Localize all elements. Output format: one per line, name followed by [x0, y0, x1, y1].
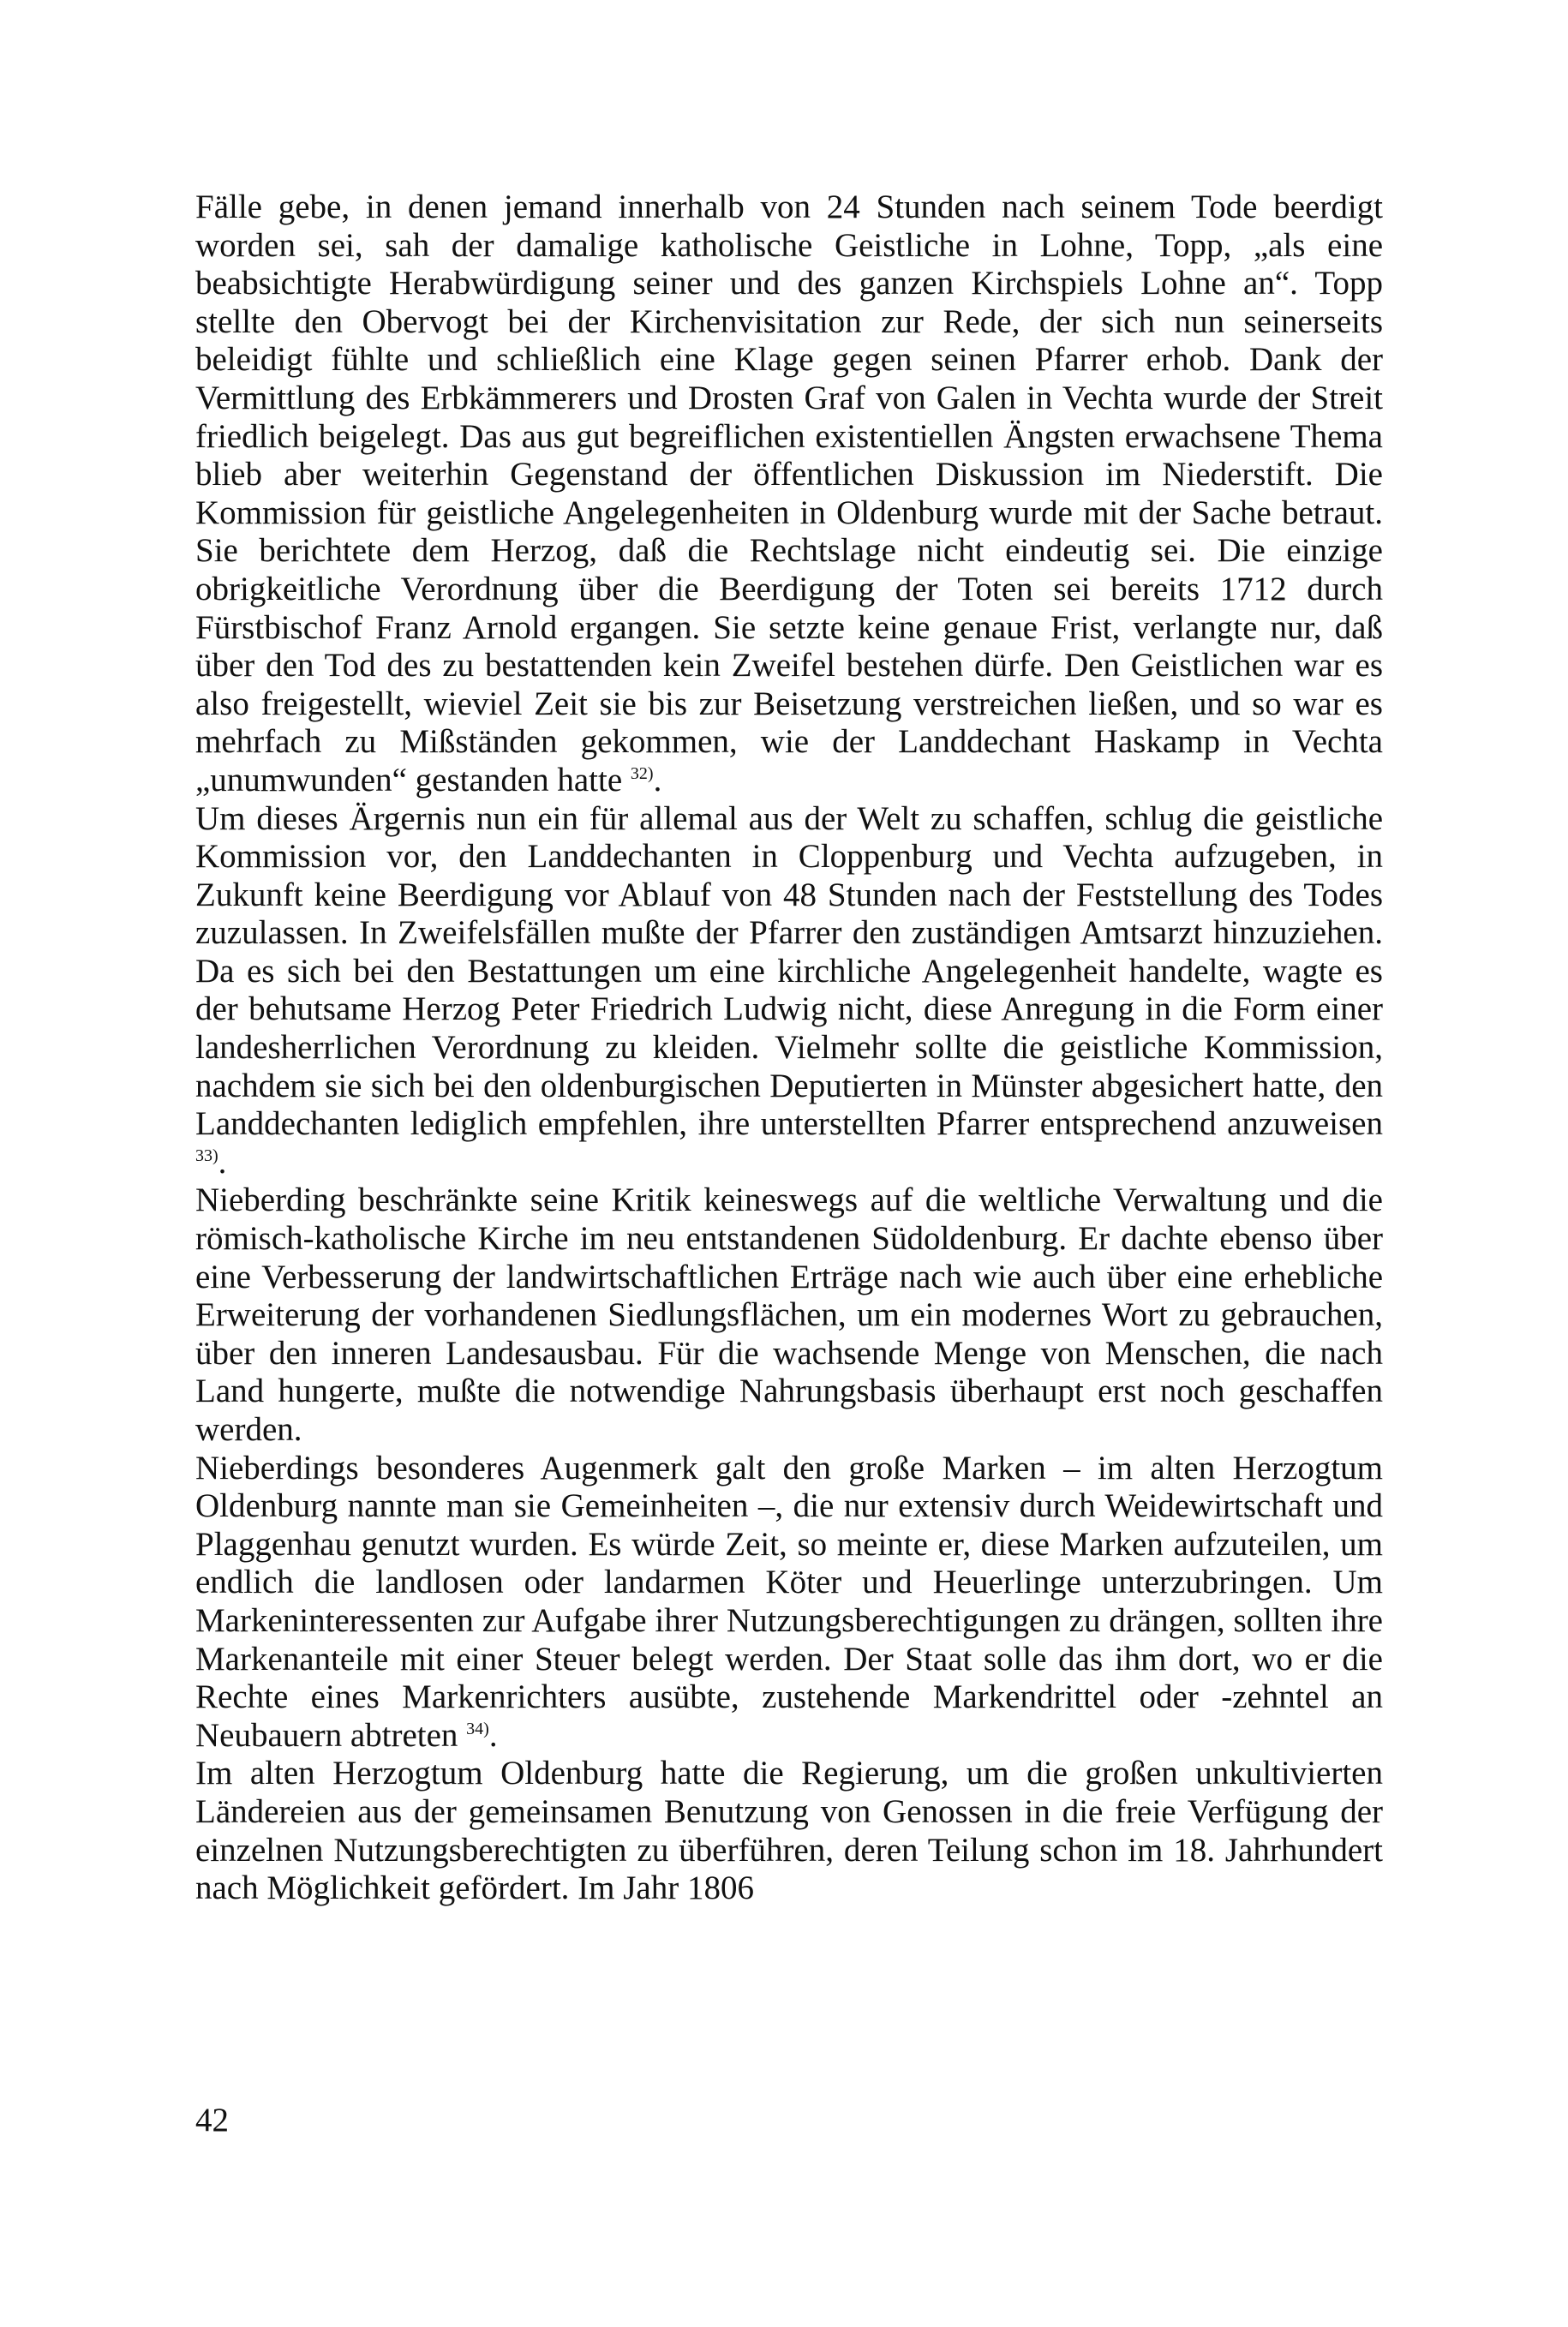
body-text [195, 188, 1383, 1908]
page-number: 42 [195, 2102, 229, 2139]
paragraph-tail: . [218, 1143, 227, 1181]
paragraph-2 [195, 800, 1383, 1182]
footnote-marker: 34) [466, 1719, 489, 1738]
paragraph-tail: . [488, 1716, 498, 1754]
paragraph-tail: . [653, 761, 662, 799]
paragraph-4 [195, 1450, 1383, 1756]
paragraph-text: Nieberdings besonderes Augenmerk galt den große Marken – im alten Herzogtum Oldenburg nannte man sie Gemeinheiten –, die nur extensiv durch Weidewirtschaft und Plaggenhau genutzt wurden. Es würde Zeit, so meinte er, diese Marken aufzuteilen, um endlich die landlosen oder landarmen Köter und Heuerlinge unterzubringen. Um Markeninteressenten zur Aufgabe ihrer Nutzungsberechtigungen zu drängen, sollten ihre Markenanteile mit einer Steuer belegt werden. Der Staat solle das ihm dort, wo er die Rechte eines Markenrichters ausübte, zustehende Markendrittel oder -zehntel an Neubauern abtreten [195, 1449, 1383, 1754]
paragraph-1 [195, 188, 1383, 800]
footnote-marker: 33) [195, 1146, 218, 1165]
paragraph-text: Im alten Herzogtum Oldenburg hatte die Regierung, um die großen unkultivierten Ländereien aus der gemeinsamen Benutzung von Genossen in die freie Verfügung der einzelnen Nutzungsberechtigten zu überführen, deren Teilung schon im 18. Jahrhundert nach Möglichkeit gefördert. Im Jahr 1806 [195, 1755, 1383, 1907]
paragraph-text: Fälle gebe, in denen jemand innerhalb von 24 Stunden nach seinem Tode beerdigt worden sei, sah der damalige katholische Geistliche in Lohne, Topp, „als eine beabsichtigte Herabwürdigung seiner und des ganzen Kirchspiels Lohne an“. Topp stellte den Obervogt bei der Kirchenvisitation zur Rede, der sich nun seinerseits beleidigt fühlte und schließlich eine Klage gegen seinen Pfarrer erhob. Dank der Vermittlung des Erbkämmerers und Drosten Graf von Galen in Vechta wurde der Streit friedlich beigelegt. Das aus gut begreiflichen existentiellen Ängsten erwachsene Thema blieb aber weiterhin Gegenstand der öffentlichen Diskussion im Niederstift. Die Kommission für geistliche Angelegenheiten in Oldenburg wurde mit der Sache betraut. Sie berichtete dem Herzog, daß die Rechtslage nicht eindeutig sei. Die einzige obrigkeitliche Verordnung über die Beerdigung der Toten sei bereits 1712 durch Fürstbischof Franz Arnold ergangen. Sie setzte keine genaue Frist, verlangte nur, daß über den Tod des zu bestattenden kein Zweifel bestehen dürfe. Den Geistlichen war es also freigestellt, wieviel Zeit sie bis zur Beisetzung verstreichen ließen, und so war es mehrfach zu Mißständen gekommen, wie der Landdechant Haskamp in Vechta „unumwunden“ gestanden hatte [195, 188, 1383, 799]
paragraph-5 [195, 1755, 1383, 1907]
paragraph-text: Nieberding beschränkte seine Kritik keineswegs auf die weltliche Verwaltung und die römisch-katholische Kirche im neu entstandenen Südoldenburg. Er dachte ebenso über eine Verbesserung der landwirtschaftlichen Erträge nach wie auch über eine erhebliche Erweiterung der vorhandenen Siedlungsflächen, um ein modernes Wort zu gebrauchen, über den inneren Landesausbau. Für die wachsende Menge von Menschen, die nach Land hungerte, mußte die notwendige Nahrungsbasis überhaupt erst noch geschaffen werden. [195, 1181, 1383, 1448]
footnote-marker: 32) [630, 763, 654, 783]
paragraph-3 [195, 1181, 1383, 1449]
paragraph-text: Um dieses Ärgernis nun ein für allemal aus der Welt zu schaffen, schlug die geistliche Kommission vor, den Landdechanten in Cloppenburg und Vechta aufzugeben, in Zukunft keine Beerdigung vor Ablauf von 48 Stunden nach der Feststellung des Todes zuzulassen. In Zweifelsfällen mußte der Pfarrer den zuständigen Amtsarzt hinzuziehen. Da es sich bei den Bestattungen um eine kirchliche Angelegenheit handelte, wagte es der behutsame Herzog Peter Friedrich Ludwig nicht, diese Anregung in die Form einer landesherrlichen Verordnung zu kleiden. Vielmehr sollte die geistliche Kommission, nachdem sie sich bei den oldenburgischen Deputierten in Münster abgesichert hatte, den Landdechanten lediglich empfehlen, ihre unterstellten Pfarrer entsprechend anzuweisen [195, 799, 1383, 1143]
